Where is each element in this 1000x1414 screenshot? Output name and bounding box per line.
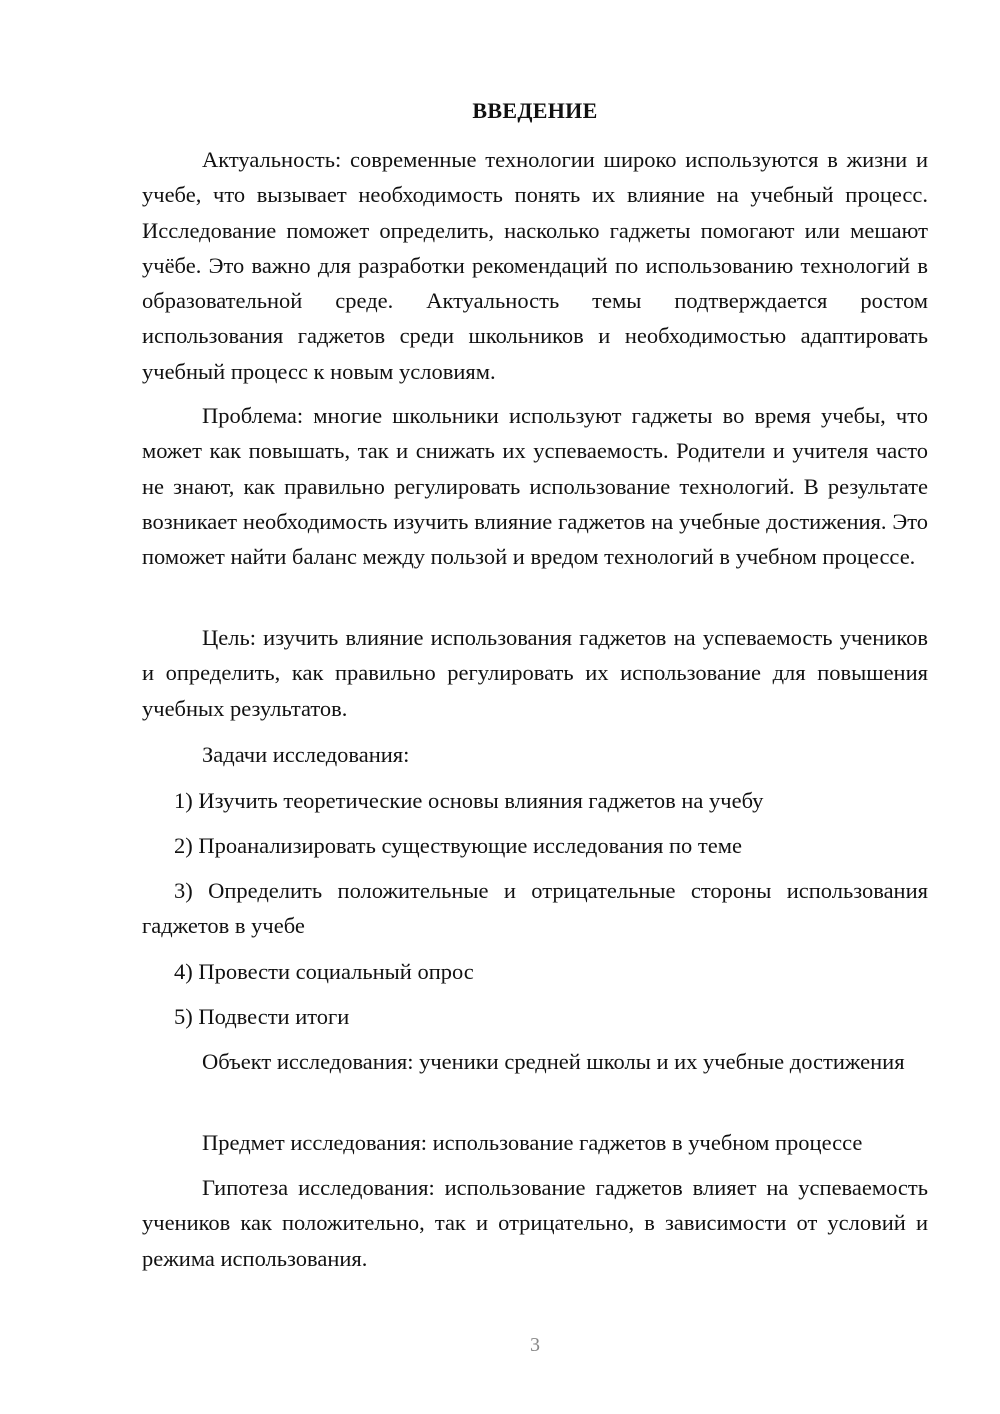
- hypothesis-paragraph: Гипотеза исследования: использование гаджетов влияет на успеваемость учеников как положительно, так и отрицательно, в зависимости от условий и режима использования.: [142, 1175, 928, 1271]
- task-item-4: 4) Провести социальный опрос: [174, 959, 474, 984]
- goal-paragraph: Цель: изучить влияние использования гаджетов на успеваемость учеников и определить, как правильно регулировать их использование для повышения учебных результатов.: [142, 625, 928, 721]
- subject-paragraph: Предмет исследования: использование гаджетов в учебном процессе: [202, 1130, 863, 1155]
- page-title: ВВЕДЕНИЕ: [472, 98, 598, 123]
- tasks-title: Задачи исследования:: [202, 742, 410, 767]
- task-item-5: 5) Подвести итоги: [174, 1004, 350, 1029]
- relevance-paragraph: Актуальность: современные технологии широко используются в жизни и учебе, что вызывает необходимость понять их влияние на учебный процесс. Исследование поможет определить, насколько гаджеты помогают или мешают учёбе. Это важно для разработки рекомендаций по использованию технологий в образовательной среде. Актуальность темы подтверждается ростом использования гаджетов среди школьников и необходимостью адаптировать учебный процесс к новым условиям.: [142, 147, 928, 384]
- task-item-3: 3) Определить положительные и отрицательные стороны использования гаджетов в учебе: [142, 878, 928, 939]
- problem-paragraph: Проблема: многие школьники используют гаджеты во время учебы, что может как повышать, так и снижать их успеваемость. Родители и учителя часто не знают, как правильно регулировать использование технологий. В результате возникает необходимость изучить влияние гаджетов на учебные достижения. Это поможет найти баланс между пользой и вредом технологий в учебном процессе.: [142, 403, 928, 570]
- task-item-1: 1) Изучить теоретические основы влияния гаджетов на учебу: [174, 788, 764, 813]
- task-item-2: 2) Проанализировать существующие исследования по теме: [174, 833, 742, 858]
- object-paragraph: Объект исследования: ученики средней школы и их учебные достижения: [202, 1049, 905, 1074]
- page-number: 3: [530, 1334, 540, 1356]
